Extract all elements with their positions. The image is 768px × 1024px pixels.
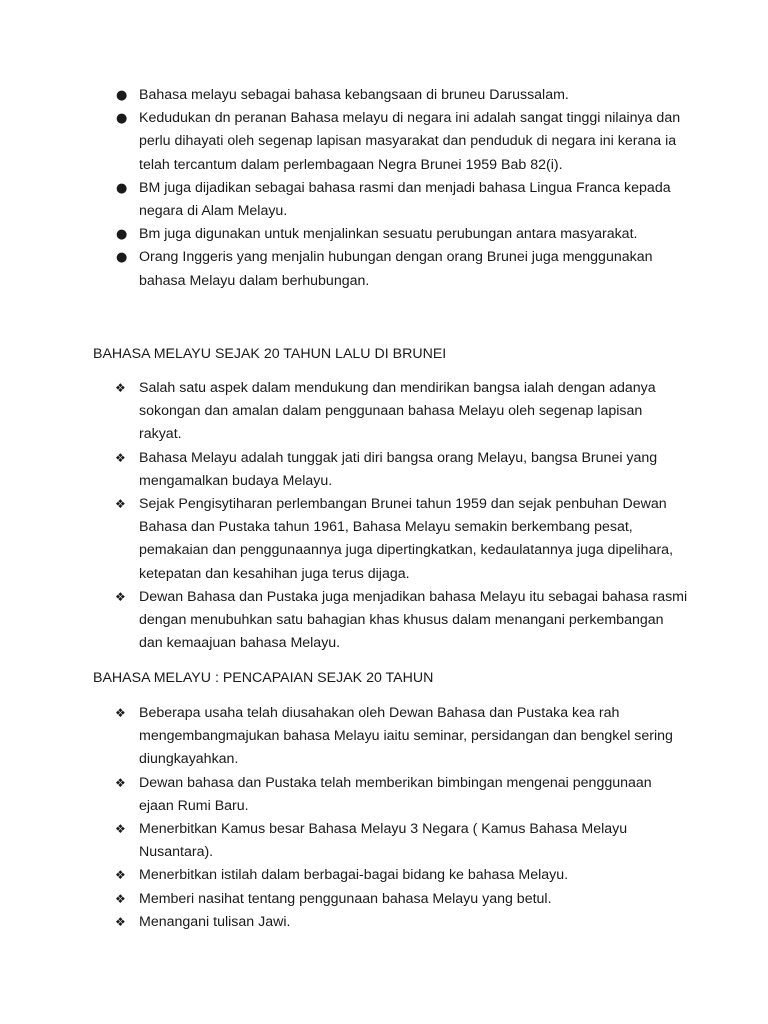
list-item-text: Menangani tulisan Jawi. [139,913,291,930]
list-item-text: Orang Inggeris yang menjalin hubungan dengan orang Brunei juga menggunakan bahasa Melayu dalam berhubungan. [139,249,653,289]
history-bullet-list [0,377,768,655]
list-item [0,586,768,656]
intro-bullet-list [0,84,768,293]
list-item [0,377,768,447]
diamond-bullet-icon: ❖ [115,914,126,929]
bullet-dot-icon: ● [116,250,128,266]
list-item [0,84,768,107]
list-item-text: Menerbitkan Kamus besar Bahasa Melayu 3 Negara ( Kamus Bahasa Melayu Nusantara). [139,821,628,861]
list-item-text: Dewan Bahasa dan Pustaka juga menjadikan bahasa Melayu itu sebagai bahasa rasmi dengan menubuhkan satu bahagian khas khusus dalam menangani perkembangan dan kemaajuan bahasa Melayu. [139,588,688,652]
list-item-text: Dewan bahasa dan Pustaka telah memberikan bimbingan mengenai penggunaan ejaan Rumi Baru. [139,774,652,814]
diamond-bullet-icon: ❖ [115,381,126,395]
diamond-bullet-icon: ❖ [115,450,126,465]
diamond-bullet-icon: ❖ [115,891,126,906]
diamond-bullet-icon: ❖ [115,589,126,604]
list-item-text: Bahasa Melayu adalah tunggak jati diri bangsa orang Melayu, bangsa Brunei yang mengamalkan budaya Melayu. [139,449,658,489]
section-heading-achievements: BAHASA MELAYU : PENCAPAIAN SEJAK 20 TAHUN [93,670,434,686]
list-item [0,447,768,493]
section-heading-history: BAHASA MELAYU SEJAK 20 TAHUN LALU DI BRUNEI [93,346,447,362]
list-item [0,107,768,177]
bullet-dot-icon: ● [116,88,128,103]
list-item-text: Bahasa melayu sebagai bahasa kebangsaan di bruneu Darussalam. [139,87,569,103]
list-item [0,911,768,934]
list-item-text: BM juga dijadikan sebagai bahasa rasmi dan menjadi bahasa Lingua Franca kepada negara di Alam Melayu. [139,179,671,220]
list-item-text: Menerbitkan istilah dalam berbagai-bagai bidang ke bahasa Melayu. [139,867,569,884]
diamond-bullet-icon: ❖ [115,868,126,883]
list-item [0,818,768,864]
list-item [0,702,768,772]
diamond-bullet-icon: ❖ [115,775,126,790]
diamond-bullet-icon: ❖ [115,822,126,837]
list-item [0,493,768,586]
list-item [0,223,768,246]
bullet-dot-icon: ● [116,111,128,127]
bullet-dot-icon: ● [116,227,128,243]
list-item [0,246,768,292]
list-item-text: Kedudukan dn peranan Bahasa melayu di negara ini adalah sangat tinggi nilainya dan perlu dihayati oleh segenap lapisan masyarakat dan penduduk di negara ini kerana ia telah tercantum dalam perlembagaan Negra Brunei 1959 Bab 82(i). [139,110,681,173]
list-item-text: Bm juga digunakan untuk menjalinkan sesuatu perubungan antara masyarakat. [139,226,638,243]
list-item [0,888,768,911]
list-item-text: Salah satu aspek dalam mendukung dan mendirikan bangsa ialah dengan adanya sokongan dan amalan dalam penggunaan bahasa Melayu oleh segenap lapisan rakyat. [139,380,656,443]
list-item-text: Sejak Pengisytiharan perlembangan Brunei tahun 1959 dan sejak penbuhan Dewan Bahasa dan Pustaka tahun 1961, Bahasa Melayu semakin berkembang pesat, pemakaian dan penggunaannya juga dipertingkatkan, kedaulatannya juga dipelihara, ketepatan dan kesahihan juga terus dijaga. [139,496,674,582]
list-item [0,772,768,818]
list-item-text: Memberi nasihat tentang penggunaan bahasa Melayu yang betul. [139,890,552,907]
diamond-bullet-icon: ❖ [115,497,126,512]
achievements-bullet-list [0,702,768,934]
bullet-dot-icon: ● [116,180,128,196]
list-item [0,177,768,223]
list-item-text: Beberapa usaha telah diusahakan oleh Dewan Bahasa dan Pustaka kea rah mengembangmajukan bahasa Melayu iaitu seminar, persidangan dan bengkel sering diungkayahkan. [139,705,673,768]
diamond-bullet-icon: ❖ [115,706,126,720]
list-item [0,864,768,887]
